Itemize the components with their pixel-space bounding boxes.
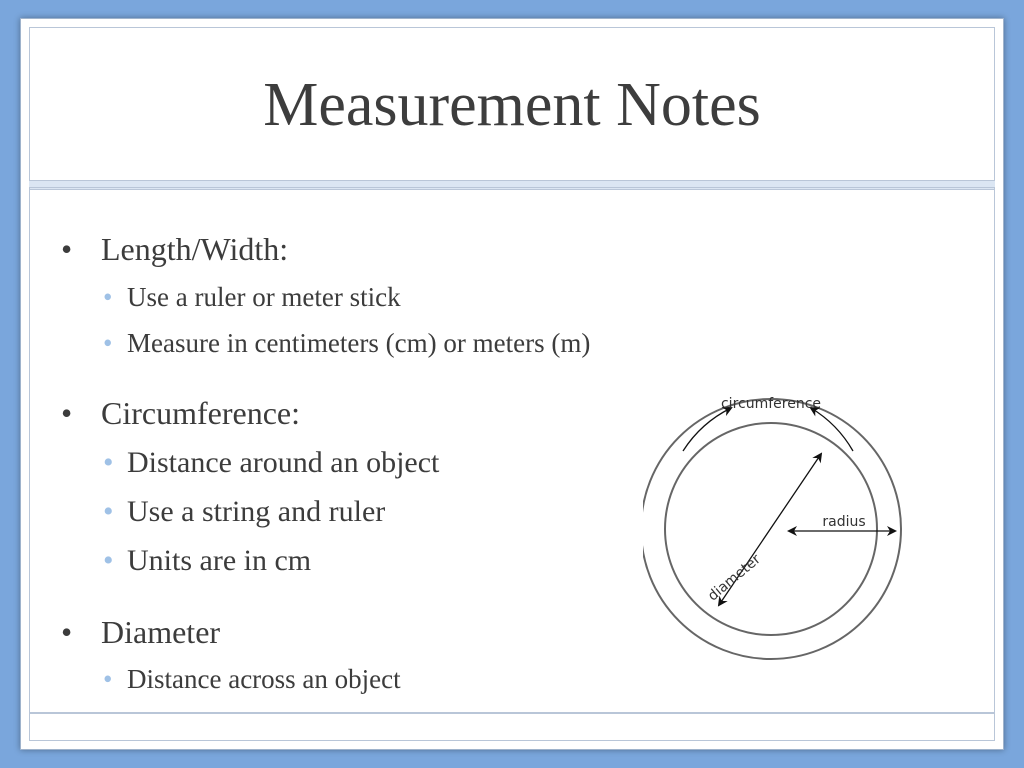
sub-bullet-text: Distance around an object bbox=[127, 446, 440, 479]
sub-bullet-text: Distance across an object bbox=[127, 664, 401, 694]
sub-bullet-icon: • bbox=[103, 446, 114, 479]
radius-label: radius bbox=[822, 514, 866, 530]
sub-bullet-icon: • bbox=[103, 282, 113, 312]
bullet-icon: • bbox=[61, 614, 73, 650]
sub-bullet-text: Measure in centimeters (cm) or meters (m) bbox=[127, 328, 591, 358]
sub-bullet bbox=[103, 664, 401, 695]
bullet-text: Diameter bbox=[101, 614, 221, 650]
diameter-label: diameter bbox=[704, 551, 764, 605]
sub-bullet-icon: • bbox=[103, 328, 113, 358]
sub-bullet-icon: • bbox=[103, 544, 114, 577]
sub-bullet-text: Use a string and ruler bbox=[127, 495, 386, 528]
bullet-length-width bbox=[61, 231, 289, 268]
sub-bullet bbox=[103, 544, 312, 578]
bullet-circumference bbox=[61, 395, 300, 432]
sub-bullet bbox=[103, 495, 386, 529]
bullet-text: Length/Width: bbox=[101, 231, 289, 267]
circle-diagram bbox=[643, 391, 933, 661]
bullet-diameter bbox=[61, 614, 221, 651]
sub-bullet-icon: • bbox=[103, 664, 113, 694]
bullet-icon: • bbox=[61, 231, 73, 267]
sub-bullet bbox=[103, 446, 440, 480]
sub-bullet bbox=[103, 328, 591, 359]
bullet-text: Circumference: bbox=[101, 395, 300, 431]
sub-bullet-text: Units are in cm bbox=[127, 544, 312, 577]
sub-bullet-icon: • bbox=[103, 495, 114, 528]
circumference-label: circumference bbox=[720, 396, 822, 412]
slide-title: Measurement Notes bbox=[263, 71, 761, 139]
sub-bullet bbox=[103, 282, 401, 313]
bullet-icon: • bbox=[61, 395, 73, 431]
sub-bullet-text: Use a ruler or meter stick bbox=[127, 282, 401, 312]
slide bbox=[20, 18, 1004, 750]
